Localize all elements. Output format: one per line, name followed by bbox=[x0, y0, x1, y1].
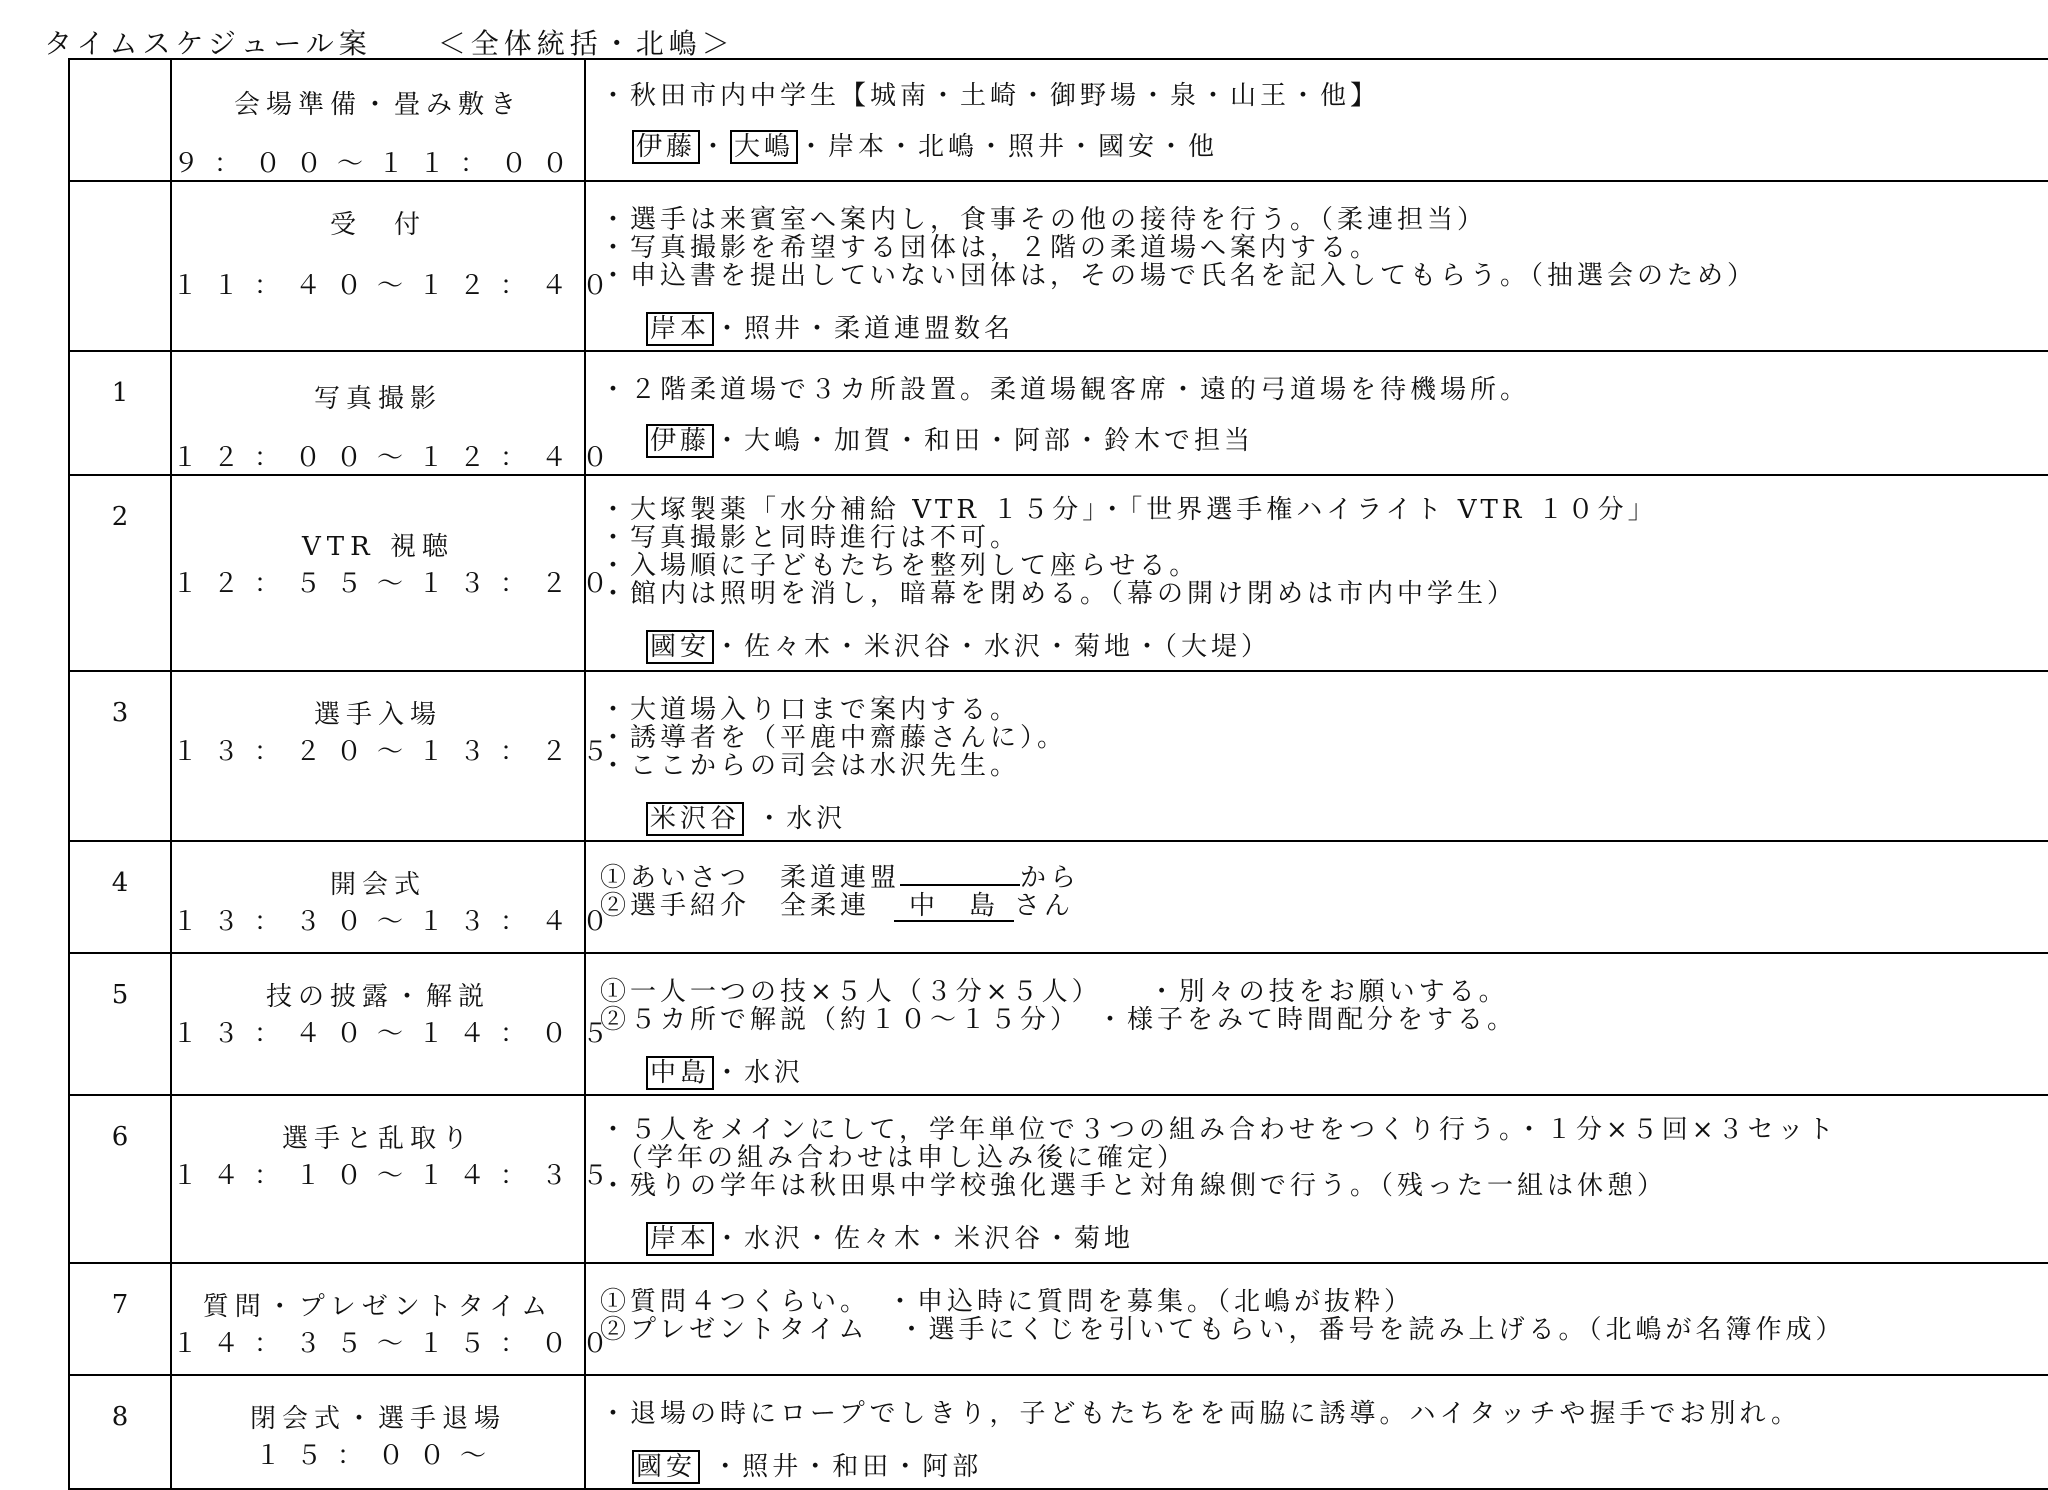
activity-cell bbox=[171, 1375, 585, 1489]
row-number-cell bbox=[69, 351, 171, 475]
opening-person bbox=[900, 884, 1020, 886]
detail-cell bbox=[585, 351, 2048, 475]
schedule-row bbox=[69, 671, 2048, 841]
row-number: 2 bbox=[111, 502, 129, 532]
staff-members: ・照井・和田・阿部 bbox=[700, 1452, 983, 1482]
detail-line: （学年の組み合わせは申し込み後に確定） bbox=[600, 1143, 1188, 1173]
schedule-row bbox=[69, 351, 2048, 475]
detail-line: ・ここからの司会は水沢先生。 bbox=[600, 751, 1021, 781]
detail-line: ②５カ所で解説（約１０〜１５分） ・様子をみて時間配分をする。 bbox=[600, 1005, 1518, 1035]
row-number-cell bbox=[69, 671, 171, 841]
activity-cell bbox=[171, 59, 585, 181]
staff-members: ・水沢 bbox=[744, 804, 847, 834]
opening-person: 中 島 bbox=[894, 892, 1014, 922]
schedule-row bbox=[69, 181, 2048, 351]
detail-cell bbox=[585, 1095, 2048, 1263]
opening-suffix: さん bbox=[1014, 891, 1075, 921]
schedule-row bbox=[69, 1375, 2048, 1489]
schedule-row bbox=[69, 953, 2048, 1095]
staff-line bbox=[646, 632, 2048, 662]
detail-cell bbox=[585, 475, 2048, 671]
detail-cell bbox=[585, 671, 2048, 841]
staff-lead-name: 伊藤 bbox=[632, 130, 700, 164]
staff-line bbox=[646, 314, 2048, 344]
staff-line bbox=[646, 426, 2048, 456]
staff-lead-name: 岸本 bbox=[646, 312, 714, 346]
detail-line: ①一人一つの技×５人（３分×５人） ・別々の技をお願いする。 bbox=[600, 977, 1509, 1007]
activity-time: １５：００〜 bbox=[254, 1441, 501, 1471]
detail-line: ・申込書を提出していない団体は，その場で氏名を記入してもらう。（抽選会のため） bbox=[600, 261, 1758, 291]
activity-name: 写真撮影 bbox=[313, 384, 442, 414]
staff-members: ・水沢 bbox=[714, 1058, 805, 1088]
row-number: 5 bbox=[111, 980, 129, 1010]
detail-cell bbox=[585, 1263, 2048, 1375]
opening-item: ②選手紹介 bbox=[600, 891, 751, 921]
detail-line: ・２階柔道場で３カ所設置。柔道場観客席・遠的弓道場を待機場所。 bbox=[600, 375, 1531, 405]
schedule-row bbox=[69, 475, 2048, 671]
staff-line bbox=[646, 1224, 2048, 1254]
activity-name: 会場準備・畳み敷き bbox=[233, 90, 522, 120]
row-number: 4 bbox=[111, 868, 129, 898]
row-number: 8 bbox=[111, 1402, 129, 1432]
activity-name: 質問・プレゼントタイム bbox=[202, 1292, 554, 1322]
row-number-cell bbox=[69, 1375, 171, 1489]
opening-org: 全柔連 bbox=[780, 891, 871, 921]
activity-name: VTR 視聴 bbox=[302, 532, 454, 562]
detail-line: ①質問４つくらい。 ・申込時に質問を募集。（北嶋が抜粋） bbox=[600, 1287, 1415, 1317]
row-number-cell bbox=[69, 953, 171, 1095]
detail-line: ・大道場入り口まで案内する。 bbox=[600, 695, 1021, 725]
staff-members: ・岸本・北嶋・照井・國安・他 bbox=[798, 132, 1219, 162]
opening-item: ①あいさつ bbox=[600, 863, 751, 893]
row-number-cell bbox=[69, 841, 171, 953]
detail-line: ・館内は照明を消し，暗幕を閉める。（幕の開け閉めは市内中学生） bbox=[600, 579, 1518, 609]
activity-cell bbox=[171, 953, 624, 1095]
detail-line: ・誘導者を（平鹿中齋藤さんに）。 bbox=[600, 723, 1068, 753]
activity-time: １３：２０〜１３：２５ bbox=[172, 737, 624, 767]
schedule-table bbox=[68, 58, 2048, 1490]
activity-cell bbox=[171, 671, 624, 841]
activity-time: ９：００〜１１：００ bbox=[172, 149, 583, 179]
row-number: 1 bbox=[111, 378, 129, 408]
document-title: タイムスケジュール案 ＜全体統括・北嶋＞ bbox=[44, 27, 735, 60]
activity-cell bbox=[171, 1095, 624, 1263]
staff-members: ・大嶋・加賀・和田・阿部・鈴木で担当 bbox=[714, 426, 1255, 456]
activity-cell bbox=[171, 351, 624, 475]
staff-line bbox=[646, 804, 2048, 834]
detail-line: ・写真撮影を希望する団体は，２階の柔道場へ案内する。 bbox=[600, 233, 1381, 263]
row-number-cell bbox=[69, 181, 171, 351]
row-number-cell bbox=[69, 1263, 171, 1375]
activity-name: 開会式 bbox=[329, 870, 426, 900]
activity-cell bbox=[171, 475, 624, 671]
activity-time: １３：４０〜１４：０５ bbox=[172, 1019, 624, 1049]
detail-line: ・５人をメインにして，学年単位で３つの組み合わせをつくり行う。・１分×５回×３セット bbox=[600, 1115, 1838, 1145]
detail-line: ・秋田市内中学生【城南・土崎・御野場・泉・山王・他】 bbox=[600, 81, 1381, 111]
activity-time: １１：４０〜１２：４０ bbox=[172, 271, 624, 301]
detail-cell bbox=[585, 1375, 2048, 1489]
opening-suffix: から bbox=[1020, 863, 1081, 893]
staff-lead-name: 國安 bbox=[646, 630, 714, 664]
detail-line: ・大塚製薬「水分補給 VTR １５分」・「世界選手権ハイライト VTR １０分」 bbox=[600, 495, 1658, 525]
row-number-cell bbox=[69, 1095, 171, 1263]
staff-lead-name: 岸本 bbox=[646, 1222, 714, 1256]
schedule-row bbox=[69, 1263, 2048, 1375]
activity-cell bbox=[171, 1263, 624, 1375]
staff-members: ・佐々木・米沢谷・水沢・菊地・（大堤） bbox=[714, 632, 1272, 662]
staff-line bbox=[632, 1452, 2048, 1482]
activity-cell bbox=[171, 181, 624, 351]
activity-name: 受 付 bbox=[329, 210, 426, 240]
row-number-cell bbox=[69, 475, 171, 671]
activity-name: 選手入場 bbox=[313, 700, 442, 730]
staff-members: ・水沢・佐々木・米沢谷・菊地 bbox=[714, 1224, 1135, 1254]
row-number: 6 bbox=[111, 1122, 129, 1152]
row-number: 3 bbox=[111, 698, 129, 728]
detail-line: ・入場順に子どもたちを整列して座らせる。 bbox=[600, 551, 1200, 581]
opening-line bbox=[600, 864, 2048, 892]
detail-cell bbox=[585, 841, 2048, 953]
activity-time: １２：５５〜１３：２０ bbox=[172, 569, 624, 599]
detail-line: ・写真撮影と同時進行は不可。 bbox=[600, 523, 1021, 553]
staff-lead-name: 伊藤 bbox=[646, 424, 714, 458]
activity-time: １４：３５〜１５：００ bbox=[172, 1329, 624, 1359]
activity-time: １３：３０〜１３：４０ bbox=[172, 907, 624, 937]
activity-time: １４：１０〜１４：３５ bbox=[172, 1161, 624, 1191]
detail-line: ②プレゼントタイム ・選手にくじを引いてもらい，番号を読み上げる。（北嶋が名簿作成） bbox=[600, 1315, 1846, 1345]
staff-lead-name: 米沢谷 bbox=[646, 802, 744, 836]
detail-cell bbox=[585, 953, 2048, 1095]
activity-name: 閉会式・選手退場 bbox=[249, 1404, 506, 1434]
schedule-row bbox=[69, 59, 2048, 181]
detail-line: ・残りの学年は秋田県中学校強化選手と対角線側で行う。（残った一組は休憩） bbox=[600, 1171, 1668, 1201]
staff-lead-name: 中島 bbox=[646, 1056, 714, 1090]
activity-time: １２：００〜１２：４０ bbox=[172, 443, 624, 473]
opening-line bbox=[600, 892, 2048, 922]
detail-cell bbox=[585, 181, 2048, 351]
staff-members: ・照井・柔道連盟数名 bbox=[714, 314, 1015, 344]
staff-lead-name: 大嶋 bbox=[730, 130, 798, 164]
schedule-row bbox=[69, 1095, 2048, 1263]
row-number-cell bbox=[69, 59, 171, 181]
row-number: 7 bbox=[111, 1290, 129, 1320]
opening-org: 柔道連盟 bbox=[780, 863, 901, 893]
activity-name: 技の披露・解説 bbox=[265, 982, 490, 1012]
staff-line: 伊藤 ・ 大嶋 ・岸本・北嶋・照井・國安・他 bbox=[632, 132, 2048, 162]
detail-line: ・退場の時にロープでしきり，子どもたちをを両脇に誘導。ハイタッチや握手でお別れ。 bbox=[600, 1399, 1802, 1429]
staff-line bbox=[646, 1058, 2048, 1088]
detail-line: ・選手は来賓室へ案内し，食事その他の接待を行う。（柔連担当） bbox=[600, 205, 1488, 235]
activity-cell bbox=[171, 841, 624, 953]
staff-lead-name: 國安 bbox=[632, 1450, 700, 1484]
activity-name: 選手と乱取り bbox=[281, 1124, 474, 1154]
schedule-row bbox=[69, 841, 2048, 953]
detail-cell bbox=[585, 59, 2048, 181]
